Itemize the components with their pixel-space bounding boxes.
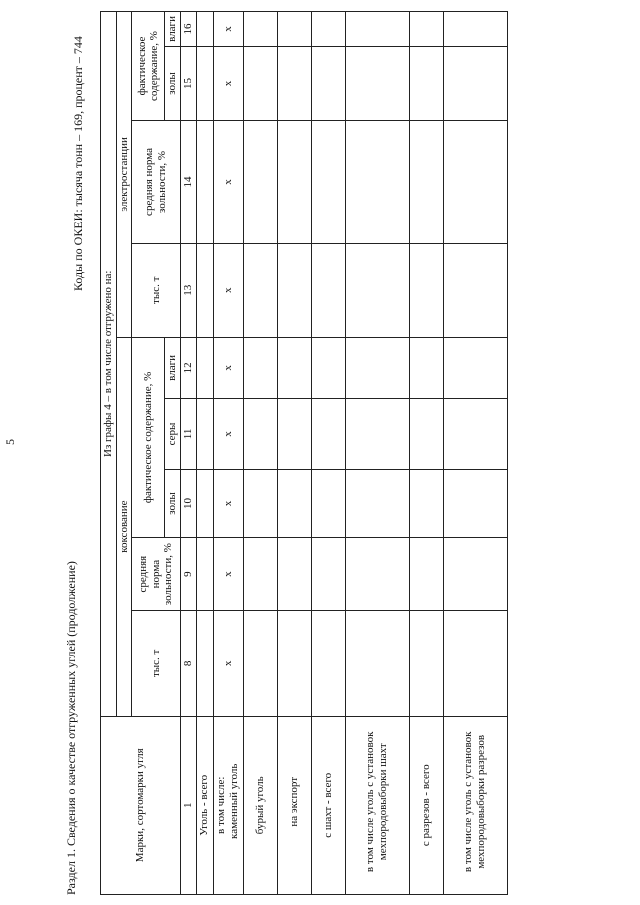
row-label-prefix: в том числе: [215,776,228,834]
page-number: 5 [3,439,17,445]
col-number: 11 [180,399,196,470]
table-cell[interactable] [243,12,277,47]
power-ash-header: золы [165,46,181,120]
table-cell[interactable] [409,243,443,337]
col-number: 1 [180,716,196,894]
table-cell[interactable] [345,243,409,337]
table-row [409,12,443,895]
power-actual-header: фактическое содержание, % [132,12,165,121]
table-cell[interactable]: x [213,337,243,398]
table-cell[interactable] [409,46,443,120]
row-label: Уголь - всего [196,716,213,894]
table-cell[interactable] [345,121,409,244]
table-row [243,12,277,895]
table-cell[interactable] [345,538,409,611]
table-cell[interactable] [196,538,213,611]
table-cell[interactable] [243,399,277,470]
table-cell[interactable] [277,611,311,716]
from-col4-header: Из графы 4 – в том числе отгружено на: [101,12,117,717]
table-cell[interactable] [443,538,507,611]
table-cell[interactable] [243,469,277,537]
table-cell[interactable]: x [213,12,243,47]
coal-quality-table [100,11,508,895]
table-cell[interactable] [243,243,277,337]
row-label [213,716,243,894]
table-cell[interactable]: x [213,611,243,716]
table-cell[interactable] [311,538,345,611]
table-cell[interactable] [409,12,443,47]
col-number: 15 [180,46,196,120]
table-cell[interactable] [311,469,345,537]
table-cell[interactable] [443,12,507,47]
col-number: 13 [180,243,196,337]
table-row [443,12,507,895]
table-cell[interactable] [443,121,507,244]
table-cell[interactable] [409,469,443,537]
table-cell[interactable] [409,337,443,398]
table-row [196,12,213,895]
table-cell[interactable]: x [213,243,243,337]
table-cell[interactable] [311,337,345,398]
col-number: 8 [180,611,196,716]
col-number: 10 [180,469,196,537]
table-cell[interactable] [277,538,311,611]
table-cell[interactable] [277,243,311,337]
table-cell[interactable]: x [213,46,243,120]
table-cell[interactable] [443,399,507,470]
table-cell[interactable] [409,611,443,716]
table-cell[interactable] [443,46,507,120]
table-cell[interactable] [277,469,311,537]
table-cell[interactable] [277,46,311,120]
table-cell[interactable] [311,12,345,47]
table-cell[interactable] [311,243,345,337]
table-cell[interactable] [345,337,409,398]
okei-codes: Коды по ОКЕИ: тысяча тонн – 169, процент – 744 [71,36,85,291]
col-number: 14 [180,121,196,244]
row-label: бурый уголь [243,716,277,894]
table-cell[interactable] [345,12,409,47]
table-row [213,12,243,895]
coking-avg-ash-header: средняя норма зольности, % [132,538,181,611]
table-cell[interactable] [243,538,277,611]
table-cell[interactable] [443,337,507,398]
table-cell[interactable] [277,121,311,244]
power-moisture-header: влаги [165,12,181,47]
table-row [277,12,311,895]
table-cell[interactable] [243,121,277,244]
table-cell[interactable] [409,399,443,470]
coking-sulfur-header: серы [165,399,181,470]
power-avg-ash-header: средняя норма зольности, % [132,121,181,244]
table-cell[interactable] [443,469,507,537]
coking-actual-header: фактическое содержание, % [132,337,165,537]
table-cell[interactable] [196,337,213,398]
marks-header: Марки, сортомарки угля [101,716,181,894]
table-cell[interactable] [409,538,443,611]
power-thous-t-header: тыс. т [132,243,181,337]
table-cell[interactable] [196,243,213,337]
coking-header: коксование [116,337,132,716]
table-cell[interactable] [311,121,345,244]
coking-ash-header: золы [165,469,181,537]
col-number: 9 [180,538,196,611]
table-cell[interactable]: x [213,121,243,244]
coking-moisture-header: влаги [165,337,181,398]
table-cell[interactable] [345,469,409,537]
table-cell[interactable] [243,337,277,398]
table-cell[interactable] [311,399,345,470]
table-cell[interactable] [196,121,213,244]
row-label-sub: каменный уголь [228,763,241,839]
col-number: 16 [180,12,196,47]
row-label: в том числе уголь с установок мехпородовыборки разрезов [443,716,507,894]
table-cell[interactable] [277,399,311,470]
table-cell[interactable]: x [213,399,243,470]
table-cell[interactable] [277,12,311,47]
table-cell[interactable] [243,611,277,716]
table-cell[interactable] [311,611,345,716]
table-cell[interactable] [277,337,311,398]
table-cell[interactable] [196,611,213,716]
row-label: на экспорт [277,716,311,894]
row-label: в том числе уголь с установок мехпородовыборки шахт [345,716,409,894]
power-plants-header: электростанции [116,12,132,338]
coking-thous-t-header: тыс. т [132,611,181,716]
table-cell[interactable] [196,469,213,537]
table-cell[interactable] [345,611,409,716]
table-cell[interactable] [196,12,213,47]
table-row [311,12,345,895]
section-title: Раздел 1. Сведения о качестве отгруженных углей (продолжение) [64,561,78,895]
table-cell[interactable] [345,46,409,120]
table-cell[interactable] [243,46,277,120]
col-number: 12 [180,337,196,398]
table-cell[interactable] [345,399,409,470]
table-cell[interactable] [196,46,213,120]
table-cell[interactable]: x [213,469,243,537]
table-cell[interactable] [443,611,507,716]
table-cell[interactable] [409,121,443,244]
row-label: с шахт - всего [311,716,345,894]
row-label: с разрезов - всего [409,716,443,894]
table-row [345,12,409,895]
table-cell[interactable] [196,399,213,470]
table-cell[interactable]: x [213,538,243,611]
table-cell[interactable] [443,243,507,337]
table-cell[interactable] [311,46,345,120]
